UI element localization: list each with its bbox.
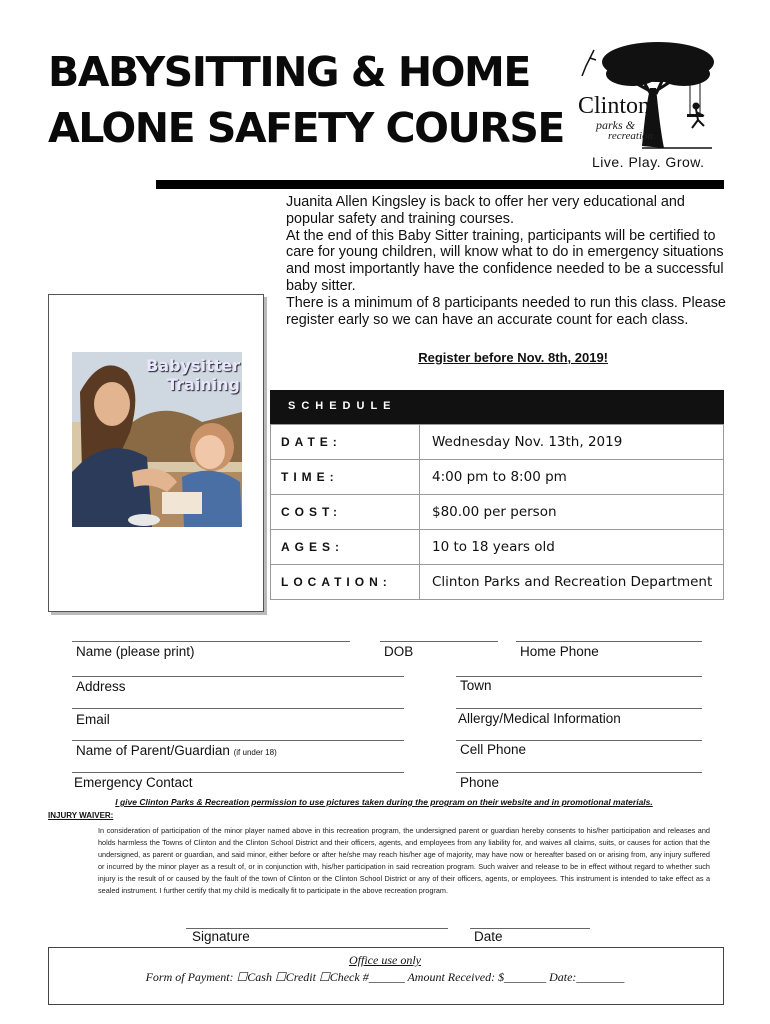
allergy-field[interactable]: [456, 708, 702, 709]
intro-paragraph-3: There is a minimum of 8 participants needed to run this class. Please register early so we can have an accurate count for each class.: [286, 294, 726, 328]
schedule-value: 10 to 18 years old: [420, 530, 724, 565]
intro-paragraph-2: At the end of this Baby Sitter training, participants will be certified to care for young children, will know what to do in emergency situations and most importantly have the confidence needed to be a successful baby sitter.: [286, 227, 724, 294]
parent-field[interactable]: [72, 740, 404, 741]
photo-permission: I give Clinton Parks & Recreation permission to use pictures taken during the program on their website and in promotional materials.: [115, 797, 653, 807]
photo-label-line-2: Training: [166, 375, 240, 394]
dob-field[interactable]: [380, 641, 498, 642]
schedule-heading: SCHEDULE: [288, 400, 397, 412]
name-label: Name (please print): [76, 644, 195, 659]
parent-label: [76, 743, 277, 758]
schedule-row-location: [271, 565, 724, 600]
title-line-2: ALONE SAFETY COURSE: [48, 104, 564, 152]
phone-field[interactable]: [456, 772, 702, 773]
intro-text: [286, 194, 726, 328]
schedule-value: $80.00 per person: [420, 495, 724, 530]
office-payment-line: Form of Payment: ☐Cash ☐Credit ☐Check #______ Amount Received: $_______ Date:________: [145, 970, 625, 984]
office-use-title: Office use only: [349, 953, 421, 967]
parent-label-text: Name of Parent/Guardian: [76, 743, 230, 758]
logo-name: Clinton: [578, 93, 651, 119]
emergency-field[interactable]: [72, 772, 404, 773]
schedule-row-time: [271, 460, 724, 495]
photo-label-line-1: Babysitter: [146, 356, 240, 375]
register-deadline: Register before Nov. 8th, 2019!: [418, 350, 608, 365]
schedule-table: [270, 424, 724, 600]
town-field[interactable]: [456, 676, 702, 677]
emergency-label: Emergency Contact: [74, 775, 193, 790]
email-label: Email: [76, 712, 110, 727]
schedule-key: COST:: [271, 495, 420, 530]
header-divider: [156, 180, 724, 189]
date-label: Date: [474, 929, 503, 944]
title-line-1: BABYSITTING & HOME: [48, 48, 530, 96]
home-phone-field[interactable]: [516, 641, 702, 642]
waiver-title: INJURY WAIVER:: [48, 811, 114, 820]
phone-label: Phone: [460, 775, 500, 790]
town-label: Town: [460, 678, 492, 693]
name-field[interactable]: [72, 641, 350, 642]
page-title: [48, 44, 568, 156]
schedule-header: [270, 390, 724, 424]
signature-label: Signature: [192, 929, 250, 944]
logo-sub-parks: parks &: [596, 118, 635, 132]
email-field[interactable]: [72, 708, 404, 709]
waiver-text: In consideration of participation of the minor player named above in this recreation program, the undersigned parent or guardian hereby consents to his/her participation and releases and holds harmless the Towns of Clinton and the Clinton School District and their officers, agents, and employees from any liability for, and waives all claims, suits, or causes for action that the undersigned, as parent or guardian, and said minor, either before or after he/she may reach his/her age of majority, may have now or hereafter based on or arising from, any injury suffered or incurred by the minor player as a result of, or in conjunction with, his/her participation in said recreation program. Such waiver and release to be in effect without regard to whether such injury is the result of or caused by the fault of the town of Clinton or the Clinton School District or any of their officers, agents, or employees. This instrument is intended to take effect as a sealed instrument. I further certify that my child is medically fit to participate in the above recreation program.: [98, 826, 710, 895]
schedule-key: LOCATION:: [271, 565, 420, 600]
cell-phone-field[interactable]: [456, 740, 702, 741]
photo-label: [140, 356, 240, 394]
parent-label-note: (if under 18): [233, 748, 277, 757]
schedule-row-ages: [271, 530, 724, 565]
intro-paragraph-1: Juanita Allen Kingsley is back to offer her very educational and popular safety and training courses.: [286, 194, 685, 227]
schedule-value: Wednesday Nov. 13th, 2019: [420, 425, 724, 460]
schedule-row-date: [271, 425, 724, 460]
schedule-key: DATE:: [271, 425, 420, 460]
dob-label: DOB: [384, 644, 414, 659]
schedule-row-cost: [271, 495, 724, 530]
allergy-label: Allergy/Medical Information: [458, 711, 621, 726]
address-label: Address: [76, 679, 126, 694]
home-phone-label: Home Phone: [520, 644, 599, 659]
logo-tagline: Live. Play. Grow.: [592, 154, 705, 170]
schedule-value: Clinton Parks and Recreation Department: [420, 565, 724, 600]
logo-sub-recreation: recreation: [608, 130, 654, 142]
schedule-key: AGES:: [271, 530, 420, 565]
address-field[interactable]: [72, 676, 404, 677]
schedule-value: 4:00 pm to 8:00 pm: [420, 460, 724, 495]
schedule-key: TIME:: [271, 460, 420, 495]
cell-phone-label: Cell Phone: [460, 742, 527, 757]
